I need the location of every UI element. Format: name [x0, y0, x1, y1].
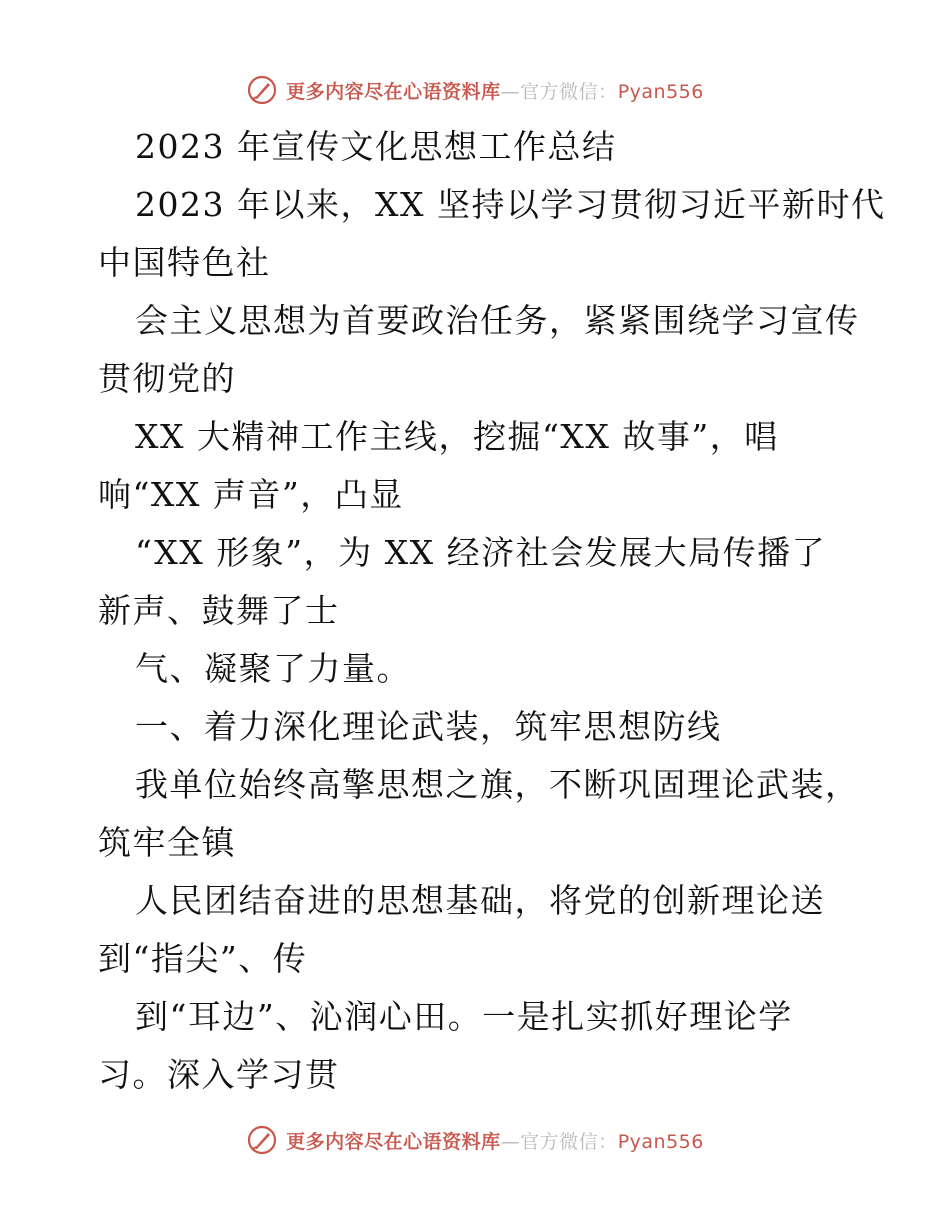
document-line: “XX 形象”，为 XX 经济社会发展大局传播了	[135, 533, 827, 572]
quill-logo-icon	[246, 1124, 278, 1156]
document-line: 新声、鼓舞了士	[98, 591, 340, 630]
watermark-dash: —	[500, 1130, 521, 1153]
document-line: 中国特色社	[98, 243, 271, 282]
quill-logo-icon	[246, 74, 278, 106]
watermark-text	[286, 77, 704, 104]
document-line: 筑牢全镇	[98, 823, 236, 862]
watermark-text	[286, 1127, 704, 1154]
document-line: 响“XX 声音”，凸显	[98, 475, 404, 514]
document-line: 人民团结奋进的思想基础，将党的创新理论送	[135, 881, 825, 920]
document-line: 2023 年宣传文化思想工作总结	[135, 127, 617, 166]
document-line: 到“耳边”、沁润心田。一是扎实抓好理论学	[135, 997, 793, 1036]
document-line: XX 大精神工作主线，挖掘“XX 故事”，唱	[135, 417, 779, 456]
header-watermark	[0, 70, 950, 110]
document-line: 到“指尖”、传	[98, 939, 308, 978]
document-line: 贯彻党的	[98, 359, 236, 398]
document-line: 会主义思想为首要政治任务，紧紧围绕学习宣传	[135, 301, 860, 340]
document-line: 2023 年以来，XX 坚持以学习贯彻习近平新时代	[135, 185, 886, 224]
watermark-brand: 更多内容尽在心语资料库	[286, 80, 501, 103]
document-line: 一、着力深化理论武装，筑牢思想防线	[135, 707, 722, 746]
watermark-wechat-id: Pyan556	[617, 1130, 704, 1153]
watermark-dash: —	[500, 80, 521, 103]
watermark-label: 官方微信：	[520, 80, 618, 103]
watermark-wechat-id: Pyan556	[617, 80, 704, 103]
footer-watermark	[0, 1120, 950, 1160]
watermark-brand: 更多内容尽在心语资料库	[286, 1130, 501, 1153]
document-body	[98, 118, 886, 1104]
document-line: 习。深入学习贯	[98, 1055, 340, 1094]
document-line: 我单位始终高擎思想之旗，不断巩固理论武装，	[135, 765, 860, 804]
watermark-label: 官方微信：	[520, 1130, 618, 1153]
document-line: 气、凝聚了力量。	[135, 649, 411, 688]
